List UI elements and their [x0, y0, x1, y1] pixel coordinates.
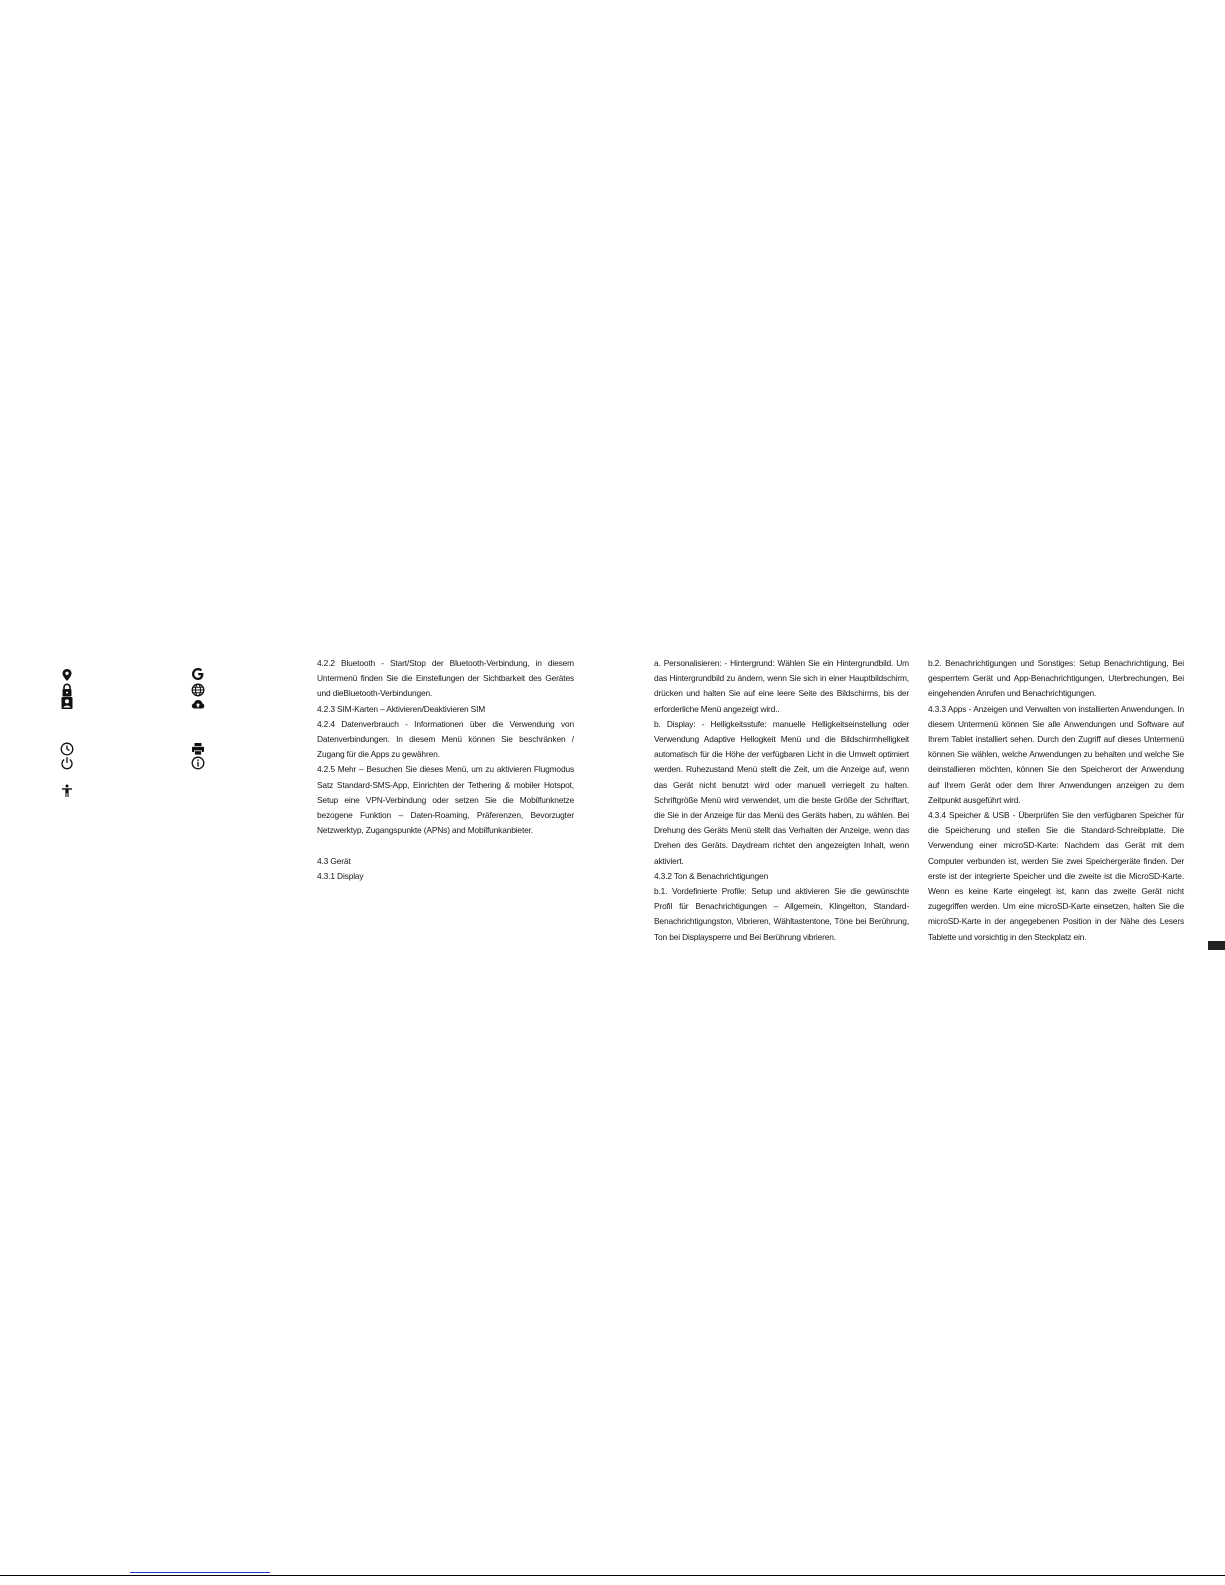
- text-column-1: [317, 656, 574, 884]
- section-4-3-heading: 4.3 Gerät: [317, 855, 351, 866]
- notifications-other-paragraph: b.2. Benachrichtigungen und Sonstiges: Setup Benachrichtigung, Bei gesperrtem Gerät und App-Benachrichtigungen, Uterbrechungen, Bei eingehenden Anrufen und Benachrichtigungen.: [928, 658, 1184, 699]
- paragraph-spacer: [317, 838, 574, 853]
- section-4-2-3-sim: 4.2.3 SIM-Karten – Aktivieren/Deaktivieren SIM: [317, 703, 486, 714]
- personalize-paragraph: a. Personalisieren: - Hintergrund: Wählen Sie ein Hintergrundbild. Um das Hintergrundbild zu ändern, wenn Sie sich in einer Hauptbildschirm, drücken und halten Sie auf eine leere Seite des Bildschirms, bis der erforderliche Menü angezeigt wird..: [654, 658, 909, 714]
- predefined-profiles-paragraph: b.1. Vordefinierte Profile: Setup und aktivieren Sie die gewünschte Profil für Benachrichtigungen – Allgemein, Klingelton, Standard-Benachrichtigungston, Vibrieren, Wähltastentone, Töne bei Berührung, Ton bei Displaysperre und Bei Berührung vibrieren.: [654, 886, 909, 942]
- location-icon: [60, 668, 74, 682]
- section-4-2-5-more: 4.2.5 Mehr – Besuchen Sie dieses Menü, um zu aktivieren Flugmodus Satz Standard-SMS-App, Einrichten der Tethering & mobiler Hotspot, Setup eine VPN-Verbindung oder setzen Sie die Mobilfunknetze bezogene Funktion – Daten-Roaming, Präferenzen, Bevorzugter Netzwerktyp, Zugangspunkte (APNs) and Mobilfunkanbieter.: [317, 764, 574, 836]
- power-icon: [60, 756, 74, 770]
- lock-icon: [60, 683, 74, 697]
- display-paragraph: b. Display: - Helligkeitsstufe: manuelle Helligkeitseinstellung oder Verwendung Adaptive Hellogkeit Menü und die Bildschirmhelligkeit automatisch für die Höhe der verfügbaren Licht in die Umwelt optimiert werden. Ruhezustand Menü stellt die Zeit, um die Anzeige auf, wenn das Gerät nicht benutzt wird oder manuell verriegelt zu halten. Schriftgröße Menü wird verwendet, um die beste Größe der Schriftart, die Sie in der Anzeige für das Menü des Geräts haben, zu wählen. Bei Drehung des Geräts Menü stellt das Verhalten der Anzeige, wenn das Drehen des Geräts. Daydream richtet den angezeigten Inhalt, wenn aktiviert.: [654, 718, 909, 866]
- section-4-2-4-data-usage: 4.2.4 Datenverbrauch - Informationen über die Verwendung von Datenverbindungen. In diesem Menü können Sie beschränken / Zugang für die Apps zu gewähren.: [317, 718, 574, 760]
- section-4-3-1-heading: 4.3.1 Display: [317, 870, 364, 881]
- info-icon: [191, 756, 205, 770]
- google-icon: [191, 667, 205, 681]
- link-underline: [130, 1572, 270, 1573]
- bottom-rule: [0, 1575, 1225, 1576]
- text-column-2: [654, 656, 909, 945]
- section-4-2-2-bluetooth: 4.2.2 Bluetooth - Start/Stop der Bluetooth-Verbindung, in diesem Untermenü finden Sie die Einstellungen der Sichtbarkeit des Gerätes und dieBluetooth-Verbindungen.: [317, 658, 574, 699]
- user-account-icon: [60, 696, 74, 710]
- section-4-3-3-apps: 4.3.3 Apps - Anzeigen und Verwalten von installierten Anwendungen. In diesem Untermenü können Sie alle Anwendungen und Software auf Ihrem Tablet installiert sehen. Durch den Zugriff auf dieses Untermenü können Sie wählen, welche Anwendungen zu behalten und welche Sie deinstallieren möchten, können Sie den Speicherort der Anwendung auf Ihrem Gerät oder dem Ihrer Anwendungen anzeigen zu dem Zeitpunkt ausgeführt wird.: [928, 703, 1184, 805]
- section-4-3-4-storage: 4.3.4 Speicher & USB - Überprüfen Sie den verfügbaren Speicher für die Speicherung und stellen Sie die Standard-Schreibplatte. Die Verwendung einer microSD-Karte: Nachdem das Gerät mit dem Computer verbunden ist, werden Sie zwei Speichergeräte finden. Der erste ist der integrierte Speicher und die zweite ist die MicroSD-Karte. Wenn es keine Karte eingelegt ist, kann das zweite Gerät nicht zugegriffen werden. Um eine microSD-Karte einsetzen, halten Sie die microSD-Karte in der angegebenen Position in der Nähe des Lesers Tablette und vorsichtig in den Steckplatz ein.: [928, 810, 1184, 942]
- page-edge-tab: [1208, 941, 1225, 950]
- globe-icon: [191, 683, 205, 697]
- section-4-3-2-heading: 4.3.2 Ton & Benachrichtigungen: [654, 870, 769, 881]
- print-icon: [191, 742, 205, 756]
- text-column-3: [928, 656, 1184, 945]
- accessibility-icon: [60, 784, 74, 798]
- clock-icon: [60, 742, 74, 756]
- cloud-backup-icon: [191, 697, 205, 711]
- settings-icon-legend: [60, 660, 220, 810]
